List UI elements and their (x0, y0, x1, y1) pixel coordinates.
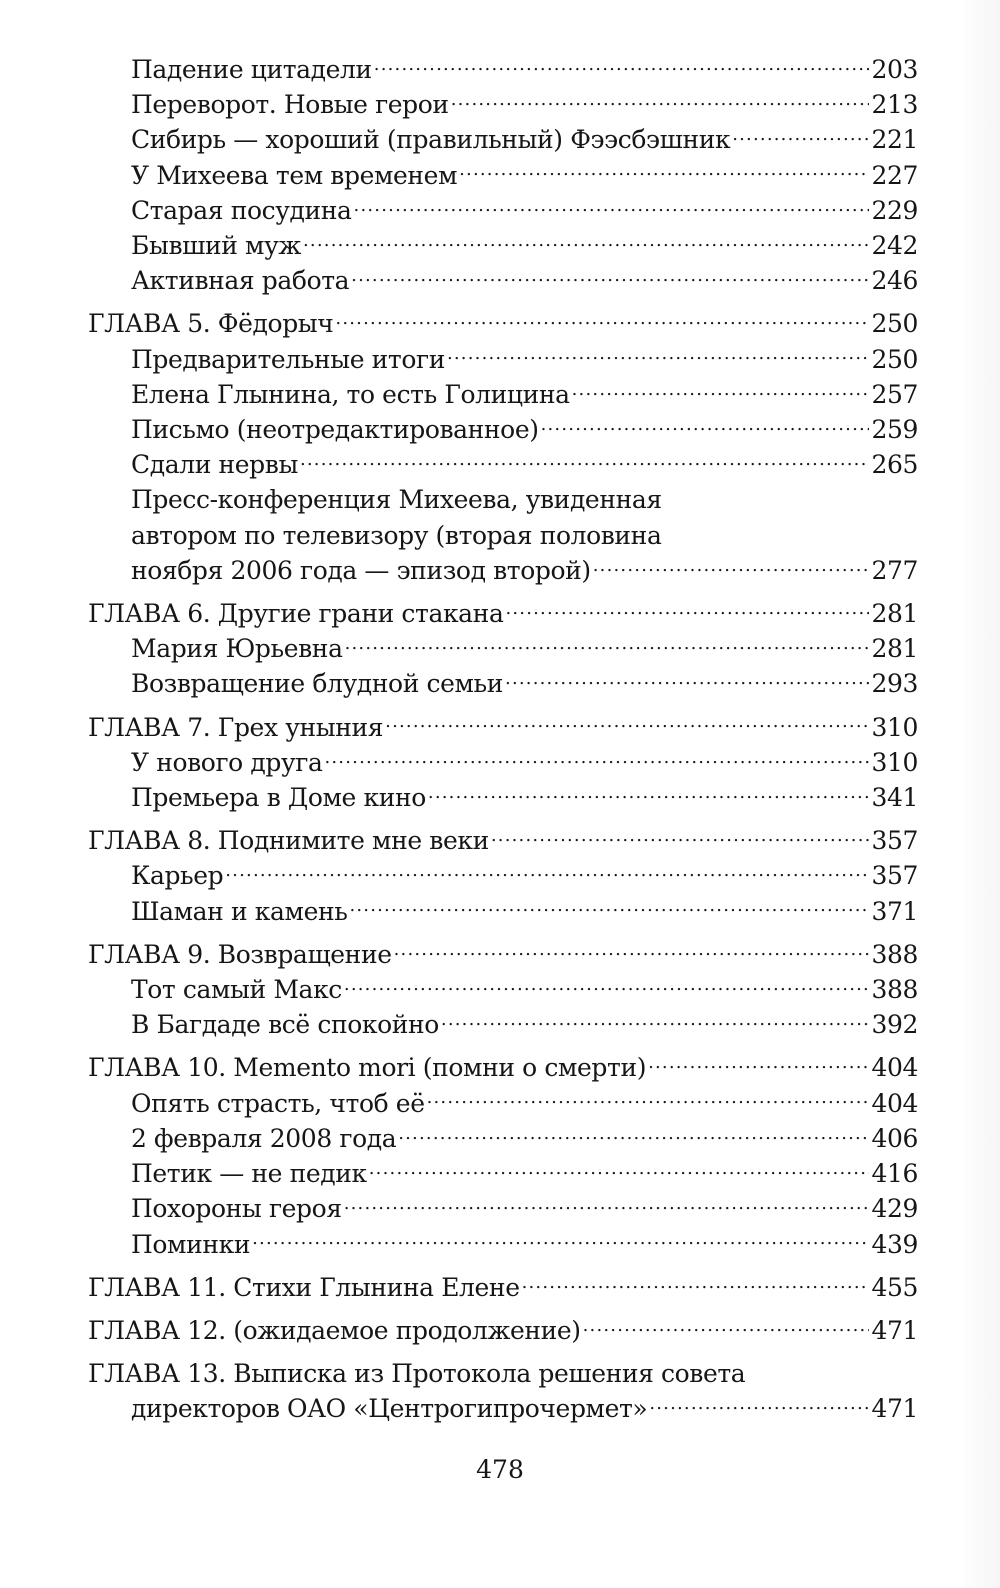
entry-title: 2 февраля 2008 года (131, 1123, 397, 1153)
entry-title: Старая посудина (131, 195, 352, 225)
dot-leader (505, 597, 869, 622)
entry-page-number: 227 (871, 160, 918, 190)
entry-title: Петик — не педик (131, 1159, 367, 1189)
entry-title: Бывший муж (131, 231, 302, 261)
page-edge (964, 0, 1000, 1588)
toc-section-entry (88, 631, 918, 666)
toc-section-entry (88, 666, 918, 701)
toc-section-entry (88, 87, 918, 122)
toc-section-entry (88, 482, 918, 588)
entry-title: ГЛАВА 5. Фёдорыч (88, 309, 334, 339)
toc-section-entry (88, 158, 918, 193)
entry-title: Опять страсть, чтоб её (131, 1088, 425, 1118)
dot-leader (335, 307, 869, 332)
dot-leader (351, 264, 869, 289)
entry-title-line: Пресс-конференция Михеева, увиденная (131, 485, 662, 515)
toc-section-entry (88, 412, 918, 447)
toc-section-entry (88, 122, 918, 157)
toc-chapter-entry (88, 1356, 918, 1426)
entry-title: ГЛАВА 7. Грех уныния (88, 712, 384, 742)
toc-section-entry (88, 193, 918, 228)
entry-title: ГЛАВА 10. Memento mori (помни о смерти) (88, 1053, 647, 1083)
toc-chapter-entry (88, 1050, 918, 1085)
entry-title: Сибирь — хороший (правильный) Фээсбэшник (131, 125, 731, 155)
entry-page-number: 213 (871, 90, 918, 120)
entry-last-line (88, 1391, 918, 1426)
entry-title: Тот самый Макс (131, 975, 342, 1005)
toc-section-entry (88, 342, 918, 377)
entry-title: В Багдаде всё спокойно (131, 1010, 439, 1040)
entry-page-number: 257 (871, 379, 918, 409)
dot-leader (583, 1314, 870, 1339)
dot-leader (427, 1087, 870, 1112)
dot-leader (385, 711, 869, 736)
entry-title: ГЛАВА 11. Стихи Глынина Елене (88, 1272, 520, 1302)
dot-leader (505, 667, 869, 692)
dot-leader (459, 159, 869, 184)
entry-page-number: 229 (871, 195, 918, 225)
entry-title-line: ГЛАВА 13. Выписка из Протокола решения совета (88, 1359, 746, 1389)
toc-chapter-entry (88, 823, 918, 858)
dot-leader (349, 895, 869, 920)
entry-title: Карьер (131, 861, 224, 891)
toc-section-entry (88, 1191, 918, 1226)
entry-page-number: 242 (871, 231, 918, 261)
toc-section-entry (88, 52, 918, 87)
dot-leader (649, 1392, 869, 1417)
toc-section-entry (88, 745, 918, 780)
dot-leader (369, 1157, 870, 1182)
dot-leader (324, 746, 869, 771)
dot-leader (303, 229, 869, 254)
entry-title: Возвращение блудной семьи (131, 669, 504, 699)
entry-page-number: 471 (871, 1394, 918, 1424)
dot-leader (398, 1122, 869, 1147)
entry-page-number: 341 (871, 783, 918, 813)
entry-page-number: 281 (871, 599, 918, 629)
toc-chapter-entry (88, 1313, 918, 1348)
toc-section-entry (88, 972, 918, 1007)
dot-leader (648, 1051, 869, 1076)
toc-section-entry (88, 858, 918, 893)
toc-chapter-entry (88, 306, 918, 341)
entry-page-number: 310 (871, 747, 918, 777)
toc-section-entry (88, 228, 918, 263)
entry-page-number: 439 (871, 1229, 918, 1259)
entry-page-number: 281 (871, 634, 918, 664)
dot-leader (225, 859, 869, 884)
dot-leader (344, 973, 870, 998)
entry-page-number: 203 (871, 55, 918, 84)
entry-title: У нового друга (131, 747, 323, 777)
dot-leader (428, 781, 870, 806)
entry-page-number: 310 (871, 712, 918, 742)
entry-page-number: 221 (871, 125, 918, 155)
dot-leader (491, 824, 870, 849)
page-number: 478 (476, 1455, 524, 1484)
entry-title-line: директоров ОАО «Центрогипрочермет» (131, 1394, 648, 1424)
entry-title: Активная работа (131, 266, 350, 296)
entry-page-number: 259 (871, 415, 918, 445)
entry-page-number: 250 (871, 344, 918, 374)
dot-leader (732, 123, 869, 148)
toc-section-entry (88, 894, 918, 929)
entry-page-number: 392 (871, 1010, 918, 1040)
entry-page-number: 471 (871, 1315, 918, 1345)
dot-leader (394, 938, 870, 963)
entry-page-number: 371 (871, 896, 918, 926)
toc-section-entry (88, 1086, 918, 1121)
entry-title: Падение цитадели (131, 55, 372, 84)
entry-title: ГЛАВА 8. Поднимите мне веки (88, 826, 489, 856)
entry-page-number: 406 (871, 1123, 918, 1153)
dot-leader (252, 1228, 869, 1253)
entry-last-line (131, 553, 918, 588)
entry-title: Премьера в Доме кино (131, 783, 426, 813)
entry-title: Поминки (131, 1229, 251, 1259)
dot-leader (522, 1271, 870, 1296)
entry-page-number: 404 (871, 1053, 918, 1083)
toc-section-entry (88, 1156, 918, 1191)
entry-page-number: 357 (871, 861, 918, 891)
entry-page-number: 388 (871, 975, 918, 1005)
dot-leader (451, 88, 870, 113)
entry-title: Мария Юрьевна (131, 634, 343, 664)
toc-chapter-entry (88, 1270, 918, 1305)
dot-leader (354, 194, 870, 219)
entry-page-number: 455 (871, 1272, 918, 1302)
toc-section-entry (88, 377, 918, 412)
entry-page-number: 388 (871, 939, 918, 969)
entry-title: ГЛАВА 6. Другие грани стакана (88, 599, 504, 629)
entry-title: Письмо (неотредактированное) (131, 415, 539, 445)
entry-title-line: автором по телевизору (вторая половина (131, 520, 662, 550)
toc-chapter-entry (88, 596, 918, 631)
dot-leader (345, 632, 870, 657)
entry-page-number: 416 (871, 1159, 918, 1189)
entry-title: ГЛАВА 12. (ожидаемое продолжение) (88, 1315, 581, 1345)
entry-title: У Михеева тем временем (131, 160, 458, 190)
entry-title: Предварительные итоги (131, 344, 445, 374)
entry-page-number: 404 (871, 1088, 918, 1118)
toc-section-entry (88, 1227, 918, 1262)
dot-leader (344, 1192, 870, 1217)
entry-title: Сдали нервы (131, 450, 298, 480)
entry-title: Елена Глынина, то есть Голицина (131, 379, 570, 409)
entry-page-number: 246 (871, 266, 918, 296)
toc-chapter-entry (88, 710, 918, 745)
dot-leader (541, 413, 870, 438)
entry-title: ГЛАВА 9. Возвращение (88, 939, 392, 969)
entry-title: Шаман и камень (131, 896, 348, 926)
entry-page-number: 277 (871, 555, 918, 585)
entry-title-line: ноября 2006 года — эпизод второй) (131, 555, 591, 585)
toc-section-entry (88, 447, 918, 482)
table-of-contents (88, 52, 918, 1427)
entry-page-number: 357 (871, 826, 918, 856)
dot-leader (300, 448, 870, 473)
toc-section-entry (88, 1007, 918, 1042)
toc-section-entry (88, 263, 918, 298)
dot-leader (447, 343, 870, 368)
entry-title: Похороны героя (131, 1194, 342, 1224)
toc-chapter-entry (88, 937, 918, 972)
dot-leader (441, 1008, 870, 1033)
entry-page-number: 265 (871, 450, 918, 480)
dot-leader (374, 53, 870, 78)
toc-section-entry (88, 1121, 918, 1156)
entry-page-number: 250 (871, 309, 918, 339)
dot-leader (572, 378, 870, 403)
entry-page-number: 429 (871, 1194, 918, 1224)
toc-section-entry (88, 780, 918, 815)
entry-title: Переворот. Новые герои (131, 90, 449, 120)
entry-page-number: 293 (871, 669, 918, 699)
dot-leader (593, 554, 870, 579)
